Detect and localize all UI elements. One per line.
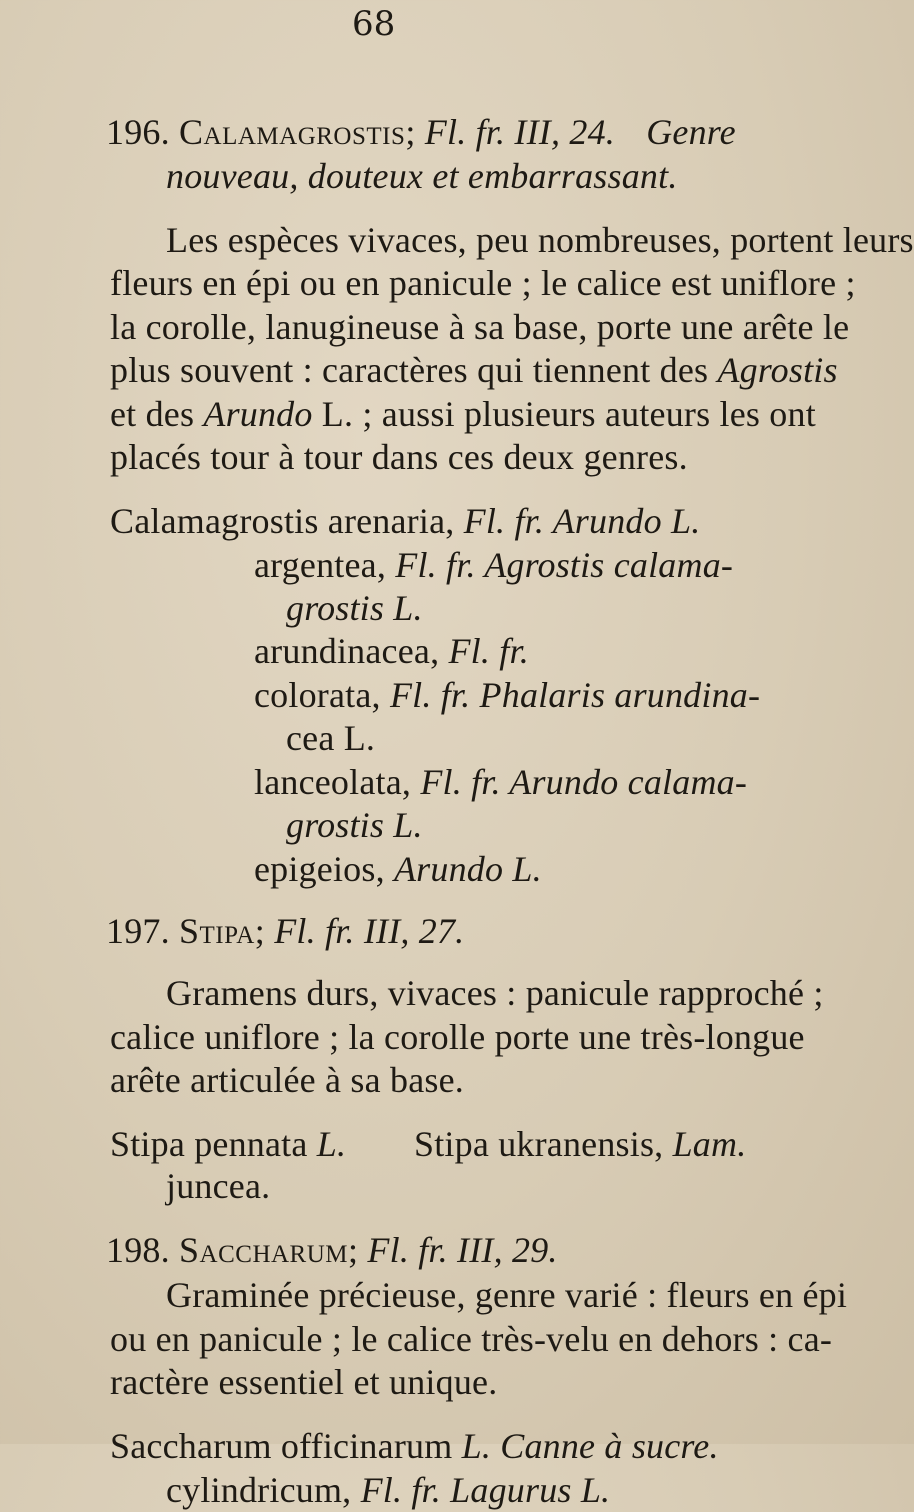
desc-line: arête articulée à sa base. bbox=[110, 1060, 464, 1100]
desc-line: plus souvent : caractères qui tiennent des Agrostis bbox=[110, 350, 838, 390]
entry-198-heading: 198. Saccharum; Fl. fr. III, 29. bbox=[106, 1230, 558, 1270]
species-line: cylindricum, Fl. fr. Lagurus L. bbox=[166, 1470, 611, 1510]
entry-196-heading: 196. Calamagrostis; Fl. fr. III, 24. Genre bbox=[106, 112, 736, 152]
reference: Fl. fr. III, 24. bbox=[424, 112, 615, 152]
desc-line: et des Arundo L. ; aussi plusieurs auteurs les ont bbox=[110, 394, 816, 434]
species-line: juncea. bbox=[166, 1166, 271, 1206]
reference: Fl. fr. III, 29. bbox=[367, 1230, 558, 1270]
species-line: Saccharum officinarum L. Canne à sucre. bbox=[110, 1426, 719, 1466]
species-line: argentea, Fl. fr. Agrostis calama- bbox=[254, 545, 734, 585]
heading-tail: Genre bbox=[646, 112, 736, 152]
desc-line: fleurs en épi ou en panicule ; le calice est uniflore ; bbox=[110, 263, 856, 303]
reference: Fl. fr. III, 27. bbox=[274, 911, 465, 951]
desc-line: Les espèces vivaces, peu nombreuses, portent leurs bbox=[166, 220, 914, 260]
page-number: 68 bbox=[352, 4, 396, 44]
desc-line: ou en panicule ; le calice très-velu en dehors : ca- bbox=[110, 1319, 833, 1359]
desc-line: Gramens durs, vivaces : panicule rapproché ; bbox=[166, 973, 824, 1013]
desc-line: la corolle, lanugineuse à sa base, porte une arête le bbox=[110, 307, 850, 347]
species-line: epigeios, Arundo L. bbox=[254, 849, 542, 889]
species-line: cea L. bbox=[286, 718, 376, 758]
species-line: Stipa ukranensis, Lam. bbox=[414, 1124, 747, 1164]
species-line: grostis L. bbox=[286, 805, 423, 845]
species-line: grostis L. bbox=[286, 588, 423, 628]
genus-name: Calamagrostis bbox=[179, 112, 406, 152]
desc-line: calice uniflore ; la corolle porte une très-longue bbox=[110, 1017, 805, 1057]
entry-197-heading: 197. Stipa; Fl. fr. III, 27. bbox=[106, 911, 465, 951]
species-line: Calamagrostis arenaria, Fl. fr. Arundo L. bbox=[110, 501, 701, 541]
species-line: colorata, Fl. fr. Phalaris arundina- bbox=[254, 675, 761, 715]
desc-line: placés tour à tour dans ces deux genres. bbox=[110, 437, 688, 477]
species-line: Stipa pennata L. bbox=[110, 1124, 347, 1164]
genus-name: Stipa bbox=[179, 911, 255, 951]
heading-line-2: nouveau, douteux et embarrassant. bbox=[166, 156, 678, 196]
desc-line: Graminée précieuse, genre varié : fleurs en épi bbox=[166, 1275, 848, 1315]
entry-number: 197. bbox=[106, 911, 170, 951]
entry-number: 198. bbox=[106, 1230, 170, 1270]
entry-number: 196. bbox=[106, 112, 170, 152]
genus-name: Saccharum bbox=[179, 1230, 349, 1270]
desc-line: ractère essentiel et unique. bbox=[110, 1362, 498, 1402]
species-line: lanceolata, Fl. fr. Arundo calama- bbox=[254, 762, 748, 802]
species-line: arundinacea, Fl. fr. bbox=[254, 631, 529, 671]
